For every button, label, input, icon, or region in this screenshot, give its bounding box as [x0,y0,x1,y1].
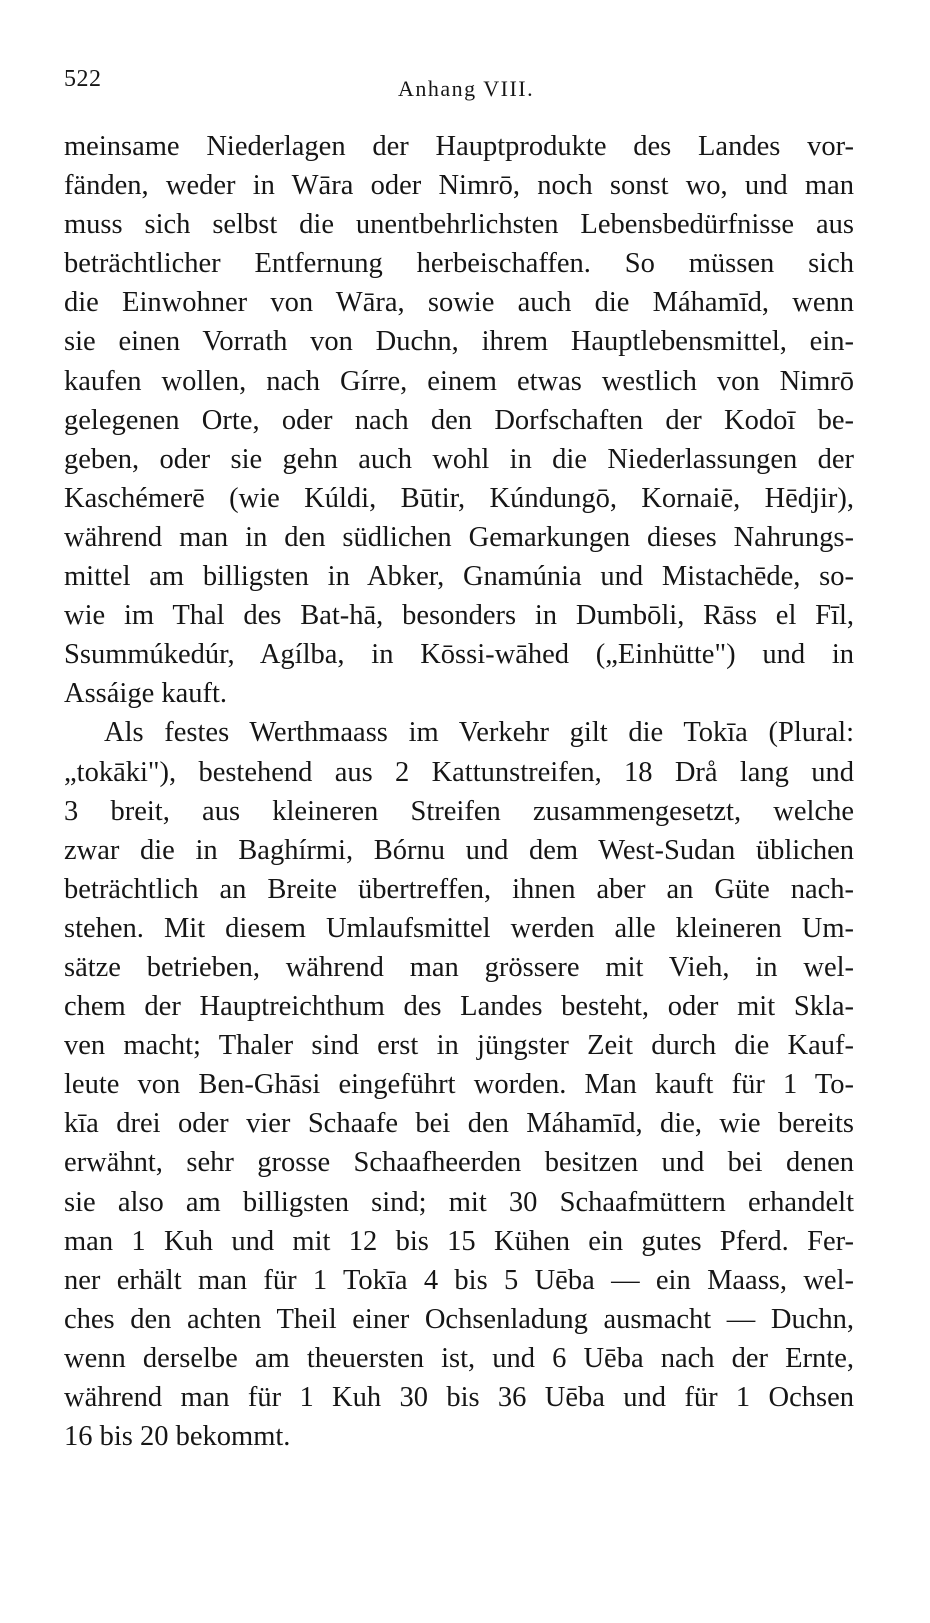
text-line: leute von Ben-Ghāsi eingeführt worden. Man kauft für 1 To- [64,1069,854,1101]
text-line: man 1 Kuh und mit 12 bis 15 Kühen ein gutes Pferd. Fer- [64,1225,854,1257]
text-line: muss sich selbst die unentbehrlichsten Lebensbedürfnisse aus [64,209,854,241]
text-line: kīa drei oder vier Schaafe bei den Máhamīd, die, wie bereits [64,1108,854,1140]
text-line: sie also am billigsten sind; mit 30 Schaafmüttern erhandelt [64,1186,854,1218]
text-line: geben, oder sie gehn auch wohl in die Niederlassungen der [64,443,854,475]
text-line: während man für 1 Kuh 30 bis 36 Uēba und für 1 Ochsen [64,1382,854,1413]
text-line: zwar die in Baghírmi, Bórnu und dem West-Sudan üblichen [64,834,854,866]
paragraph-1 [64,127,854,713]
text-line: mittel am billigsten in Abker, Gnamúnia und Mistachēde, so- [64,561,854,593]
text-line: die Einwohner von Wāra, sowie auch die Máhamīd, wenn [64,287,854,319]
text-line: erwähnt, sehr grosse Schaafheerden besitzen und bei denen [64,1147,854,1179]
text-line: sätze betrieben, während man grössere mit Vieh, in wel- [64,951,854,983]
text-line: Assáige kauft. [64,678,228,710]
text-line: Als festes Werthmaass im Verkehr gilt die Tokīa (Plural: [104,717,854,749]
text-line: beträchtlich an Breite übertreffen, ihnen aber an Güte nach- [64,873,854,905]
paragraph-2 [64,713,854,1456]
body-text [64,127,854,1456]
text-line: ner erhält man für 1 Tokīa 4 bis 5 Uēba — ein Maass, wel- [64,1264,854,1296]
text-line: wie im Thal des Bat-hā, besonders in Dumbōli, Rāss el Fīl, [64,600,854,632]
page-number: 522 [64,66,102,92]
text-line: Ssummúkedúr, Agílba, in Kōssi-wāhed („Einhütte") und in [64,639,854,671]
text-line: ches den achten Theil einer Ochsenladung ausmacht — Duchn, [64,1303,854,1335]
text-line: chem der Hauptreichthum des Landes besteht, oder mit Skla- [64,991,854,1023]
text-line: kaufen wollen, nach Gírre, einem etwas westlich von Nimrō [64,365,854,397]
text-line: meinsame Niederlagen der Hauptprodukte des Landes vor- [64,131,854,162]
text-line: wenn derselbe am theuersten ist, und 6 Uēba nach der Ernte, [64,1342,854,1374]
text-line: gelegenen Orte, oder nach den Dorfschaften der Kodoī be- [64,404,854,436]
text-line: Kaschémerē (wie Kúldi, Būtir, Kúndungō, Kornaiē, Hēdjir), [64,482,854,514]
text-line: 3 breit, aus kleineren Streifen zusammengesetzt, welche [64,795,854,827]
running-head: Anhang VIII. [398,76,535,101]
text-line: beträchtlicher Entfernung herbeischaffen. So müssen sich [64,248,854,280]
text-line: „tokāki"), bestehend aus 2 Kattunstreifen, 18 Drå lang und [64,756,854,788]
text-line: stehen. Mit diesem Umlaufsmittel werden alle kleineren Um- [64,912,854,944]
text-line: sie einen Vorrath von Duchn, ihrem Hauptlebensmittel, ein- [64,326,854,358]
text-line: ven macht; Thaler sind erst in jüngster Zeit durch die Kauf- [64,1030,854,1062]
text-line: während man in den südlichen Gemarkungen dieses Nahrungs- [64,521,854,553]
text-line: 16 bis 20 bekommt. [64,1421,291,1453]
text-line: fänden, weder in Wāra oder Nimrō, noch sonst wo, und man [64,170,854,202]
